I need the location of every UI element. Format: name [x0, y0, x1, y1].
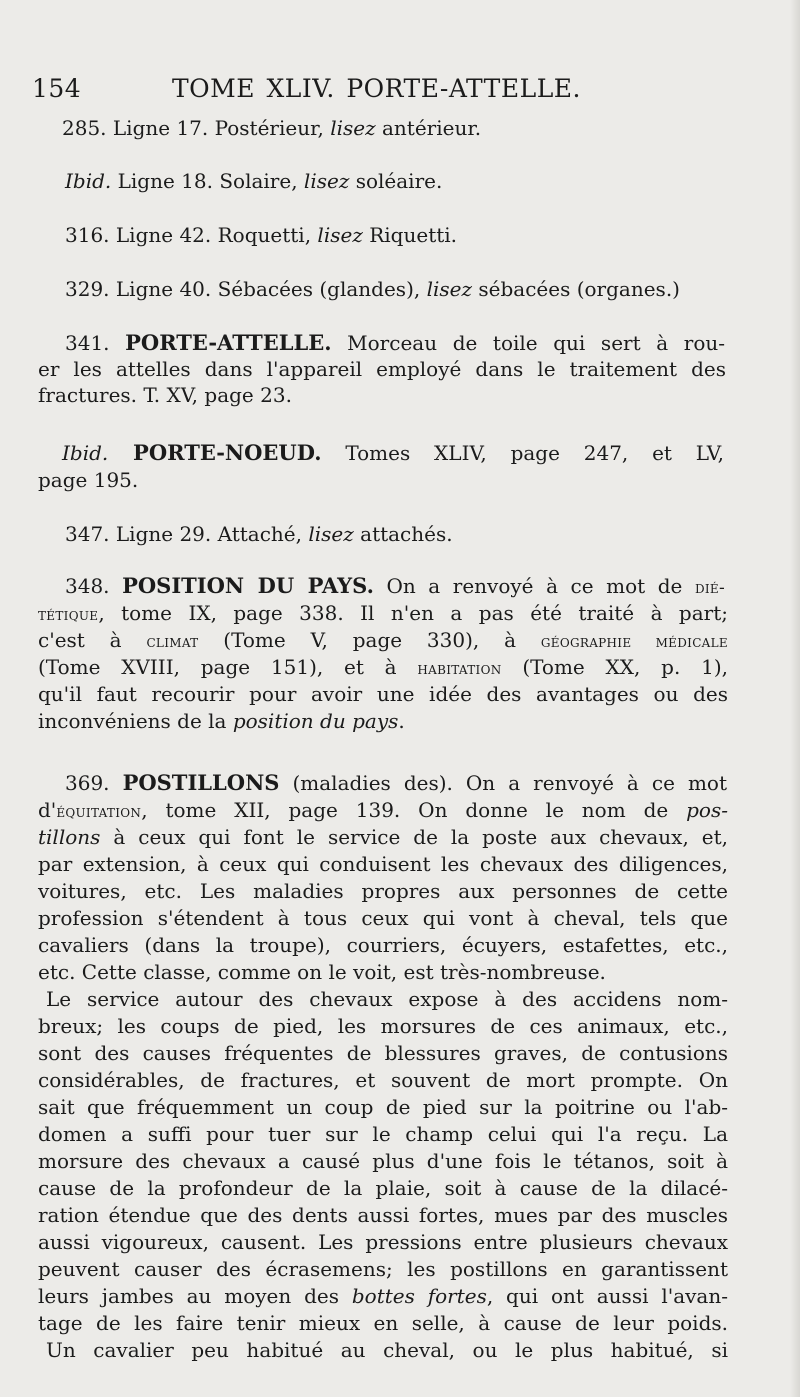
text-line: breux; les coups de pied, les morsures de ces animaux, etc.,: [38, 1014, 728, 1038]
text-line: aussi vigoureux, causent. Les pressions entre plusieurs chevaux: [38, 1230, 728, 1254]
text-line: domen a suffi pour tuer sur le champ celui qui l'a reçu. La: [38, 1122, 728, 1146]
text-line: cause de la profondeur de la plaie, soit à cause de la dilacé-: [38, 1176, 728, 1200]
text-line: leurs jambes au moyen des bottes fortes, qui ont aussi l'avan-: [38, 1284, 728, 1308]
text-line: tage de les faire tenir mieux en selle, à cause de leur poids.: [38, 1311, 728, 1335]
running-title: TOME XLIV. PORTE-ATTELLE.: [172, 74, 582, 103]
errata-line: 329. Ligne 40. Sébacées (glandes), lisez sébacées (organes.): [65, 277, 680, 301]
errata-line: 285. Ligne 17. Postérieur, lisez antérieur.: [62, 116, 482, 140]
errata-line: Ibid. Ligne 18. Solaire, lisez soléaire.: [65, 169, 443, 193]
text-line: Le service autour des chevaux expose à des accidens nom-: [46, 987, 728, 1011]
text-line: peuvent causer des écrasemens; les postillons en garantissent: [38, 1257, 728, 1281]
text-line: considérables, de fractures, et souvent de mort prompte. On: [38, 1068, 728, 1092]
running-header: [32, 74, 772, 114]
book-page: 154 TOME XLIV. PORTE-ATTELLE. 285. Ligne 17. Postérieur, lisez antérieur. Ibid. Ligne 18. Solaire, lisez soléaire. 316. Ligne 42. Roquetti, lisez Riquetti. 329. Ligne 40. Sébacées (glandes), lisez sébacées (organes.) 341. PORTE-ATTELLE. Morceau de toile qui sert à rou- er les attelles dans l'appareil employé dans le traitement des fractures. T. XV, page 23. Ibid. PORTE-NOEUD. Tomes XLIV, page 247, et LV, page 195. 347. Ligne 29. Attaché, lisez attachés. 348. POSITION DU PAYS. On a renvoyé à ce mot de dié- tétique, tome IX, page 338. Il n'en a pas été traité à part; c'est à climat (Tome V, page 330), à géographie médicale (Tome XVIII, page 151), et à habitation (Tome XX, p. 1), qu'il faut recourir pour avoir une idée des avantages ou des inconvéniens de la position du pays. 369. POSTILLONS (maladies des). On a renvoyé à ce mot d'équitation, tome XII, page 139. On donne le nom de pos- tillons à ceux qui font le service de la poste aux chevaux, et, par extension, à ceux qui conduisent les chevaux des diligences, voitures, etc. Les maladies propres aux personnes de cette profession s'étendent à tous ceux qui vont à cheval, tels que cavaliers (dans la troupe), courriers, écuyers, estafettes, etc., etc. Cette classe, comme on le voit, est très-nombreuse. Le service autour des chevaux expose à des accidens nom- breux; les coups de pied, les morsures de ces animaux, etc., sont des causes fréquentes de blessures graves, de contusions considérables, de fractures, et souvent de mort prompte. On sait que fréquemment un coup de pied sur la poitrine ou l'ab- domen a suffi pour tuer sur le champ celui qui l'a reçu. La morsure des chevaux a causé plus d'une fois le tétanos, soit à cause de la profondeur de la plaie, soit à cause de la dilacé- ration étendue que des dents aussi fortes, mues par des muscles aussi vigoureux, causent. Les pressions entre plusieurs chevaux peuvent causer des écrasemens; les postillons en garantissent leurs jambes au moyen des bottes fortes, qui ont aussi l'avan- tage de les faire tenir mieux en selle, à cause de leur poids. Un cavalier peu habitué au cheval, ou le plus habitué, si: [0, 0, 800, 1397]
text-line: sont des causes fréquentes de blessures graves, de contusions: [38, 1041, 728, 1065]
page-edge-shadow: [790, 0, 800, 1397]
errata-line: 347. Ligne 29. Attaché, lisez attachés.: [65, 522, 453, 546]
text-line: sait que fréquemment un coup de pied sur la poitrine ou l'ab-: [38, 1095, 728, 1119]
text-line: ration étendue que des dents aussi fortes, mues par des muscles: [38, 1203, 728, 1227]
text-line: morsure des chevaux a causé plus d'une fois le tétanos, soit à: [38, 1149, 728, 1173]
text-line: Un cavalier peu habitué au cheval, ou le plus habitué, si: [46, 1338, 728, 1362]
page-number: 154: [32, 74, 82, 103]
errata-line: 316. Ligne 42. Roquetti, lisez Riquetti.: [65, 223, 458, 247]
